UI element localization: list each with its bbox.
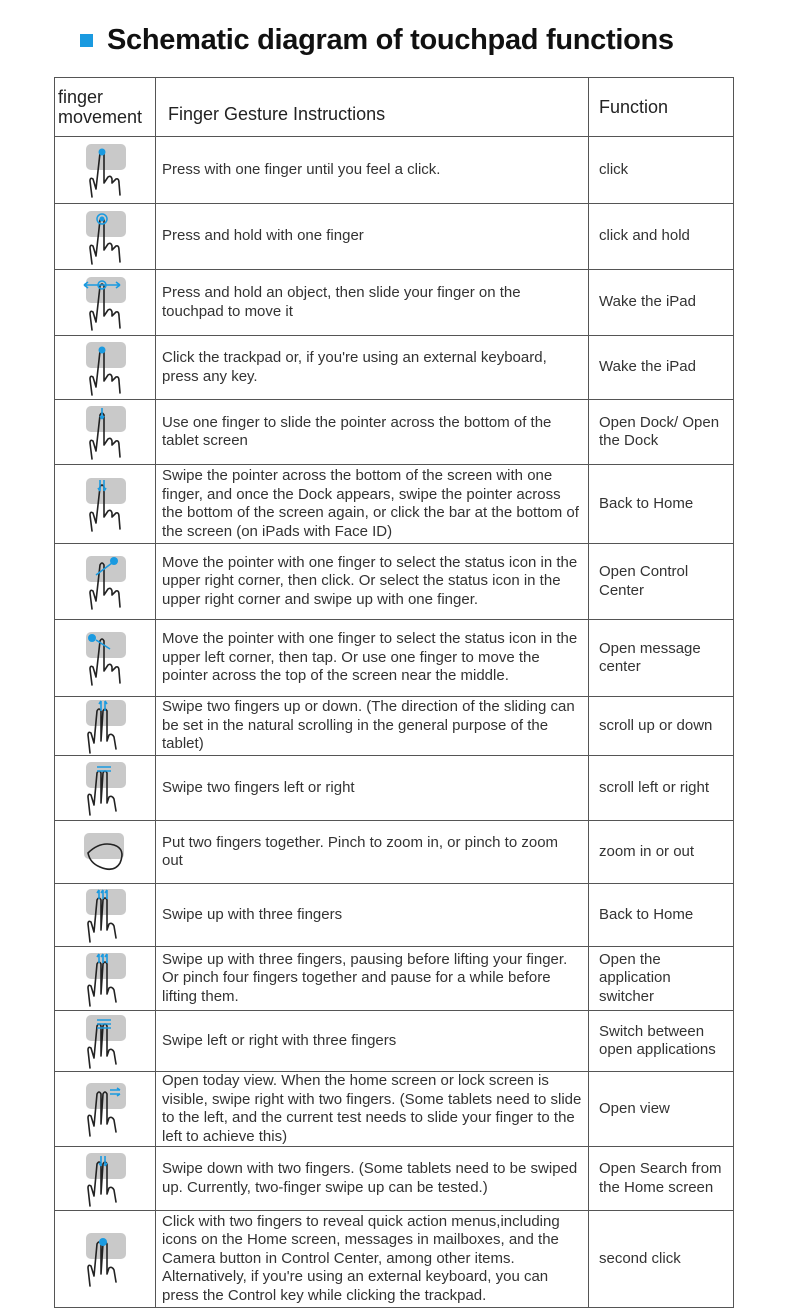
gesture-illustration-cell [55,544,156,620]
three-finger-left-right-icon [70,1012,140,1070]
touchpad-shape [86,342,126,368]
gesture-illustration-cell [55,1011,156,1072]
table-row [55,336,734,400]
instruction-text: Click with two fingers to reveal quick action menus,including icons on the Home screen, messages in mailboxes, and the Camera button in Control Center, among other items. Alternatively, if you're using an external keyboard, you can press the Control key while clicking the trackpad. [156,1211,589,1308]
instruction-text: Press and hold an object, then slide your finger on the touchpad to move it [156,270,589,336]
gesture-illustration-cell [55,697,156,756]
gesture-illustration-cell [55,1211,156,1308]
table-row [55,756,734,821]
gesture-illustration-cell [55,821,156,884]
function-text: click and hold [589,204,734,270]
instruction-text: Swipe two fingers left or right [156,756,589,821]
table-row [55,697,734,756]
function-text: Open Dock/ Open the Dock [589,400,734,465]
instruction-text: Press with one finger until you feel a click. [156,137,589,204]
one-finger-swipe-down-icon [70,403,140,461]
pinch-icon [70,823,140,881]
table-row [55,137,734,204]
function-text: Wake the iPad [589,270,734,336]
touchpad-shape [86,1083,126,1109]
table-row [55,884,734,947]
touchpad-shape [86,478,126,504]
one-finger-upper-left-icon [70,629,140,687]
touchpad-shape [86,1153,126,1179]
function-text: Back to Home [589,884,734,947]
instruction-text: Open today view. When the home screen or lock screen is visible, swipe right with two fingers. (Some tablets need to slide to the left, and the current test needs to slide your finger to the left to achieve this) [156,1072,589,1147]
touchpad-shape [86,144,126,170]
gesture-illustration-cell [55,1147,156,1211]
table-header-row [55,78,734,137]
one-finger-hold-icon [70,208,140,266]
function-text: Switch between open applications [589,1011,734,1072]
function-text: zoom in or out [589,821,734,884]
touchpad-shape [86,277,126,303]
one-finger-press-icon [70,339,140,397]
header-instructions: Finger Gesture Instructions [156,78,589,137]
function-text: scroll up or down [589,697,734,756]
table-row [55,821,734,884]
function-text: Wake the iPad [589,336,734,400]
instruction-text: Move the pointer with one finger to select the status icon in the upper left corner, then tap. Or use one finger to move the pointer across the top of the screen near the middle. [156,620,589,697]
gesture-illustration-cell [55,270,156,336]
function-text: Open the application switcher [589,947,734,1011]
gesture-illustration-cell [55,1072,156,1147]
gesture-illustration-cell [55,137,156,204]
function-text: Open Search from the Home screen [589,1147,734,1211]
function-text: Back to Home [589,465,734,544]
table-row [55,1011,734,1072]
table-row [55,204,734,270]
three-finger-up-icon [70,886,140,944]
table-row [55,1072,734,1147]
instruction-text: Press and hold with one finger [156,204,589,270]
two-finger-up-down-icon [70,697,140,755]
gesture-marker [99,149,106,156]
instruction-text: Swipe left or right with three fingers [156,1011,589,1072]
page-title: Schematic diagram of touchpad functions [107,24,674,56]
gesture-marker [99,346,106,353]
table-row [55,270,734,336]
instruction-text: Swipe down with two fingers. (Some tablets need to be swiped up. Currently, two-finger swipe up can be tested.) [156,1147,589,1211]
two-finger-right-icon [70,1080,140,1138]
function-text: Open Control Center [589,544,734,620]
function-text: Open message center [589,620,734,697]
function-text: Open view [589,1072,734,1147]
gesture-illustration-cell [55,465,156,544]
instruction-text: Put two fingers together. Pinch to zoom in, or pinch to zoom out [156,821,589,884]
instruction-text: Swipe up with three fingers [156,884,589,947]
table-row [55,1147,734,1211]
instruction-text: Click the trackpad or, if you're using an external keyboard, press any key. [156,336,589,400]
instruction-text: Move the pointer with one finger to select the status icon in the upper right corner, then click. Or select the status icon in the upper right corner and swipe up with one finger. [156,544,589,620]
table-row [55,620,734,697]
one-finger-upper-right-icon [70,553,140,611]
function-text: click [589,137,734,204]
header-finger-movement: finger movement [55,78,156,137]
gesture-marker [100,216,105,221]
instruction-text: Swipe up with three fingers, pausing before lifting your finger. Or pinch four fingers together and pause for a while before lifting them. [156,947,589,1011]
gesture-illustration-cell [55,884,156,947]
table-row [55,544,734,620]
header-function: Function [589,78,734,137]
two-finger-left-right-icon [70,759,140,817]
one-finger-press-icon [70,141,140,199]
one-finger-double-down-icon [70,475,140,533]
gesture-illustration-cell [55,336,156,400]
instruction-text: Swipe the pointer across the bottom of the screen with one finger, and once the Dock appears, swipe the pointer across the bottom of the screen again, or click the bar at the bottom of the screen (on iPads with Face ID) [156,465,589,544]
two-finger-click-icon [70,1230,140,1288]
table-row [55,1211,734,1308]
gesture-marker [99,1238,107,1246]
two-finger-down-icon [70,1150,140,1208]
function-text: scroll left or right [589,756,734,821]
table-row [55,465,734,544]
table-row [55,947,734,1011]
bullet-square-icon [80,34,93,47]
touchpad-shape [86,406,126,432]
gesture-illustration-cell [55,400,156,465]
touchpad-shape [86,556,126,582]
gesture-marker [88,634,96,642]
three-finger-up-icon [70,950,140,1008]
table-row [55,400,734,465]
one-finger-drag-icon [70,274,140,332]
gesture-table [54,77,734,1308]
touchpad-shape [86,762,126,788]
function-text: second click [589,1211,734,1308]
page-heading [80,24,674,57]
gesture-illustration-cell [55,620,156,697]
gesture-illustration-cell [55,947,156,1011]
touchpad-shape [86,1233,126,1259]
instruction-text: Swipe two fingers up or down. (The direction of the sliding can be set in the natural scrolling in the general purpose of the tablet) [156,697,589,756]
instruction-text: Use one finger to slide the pointer across the bottom of the tablet screen [156,400,589,465]
gesture-illustration-cell [55,204,156,270]
gesture-illustration-cell [55,756,156,821]
